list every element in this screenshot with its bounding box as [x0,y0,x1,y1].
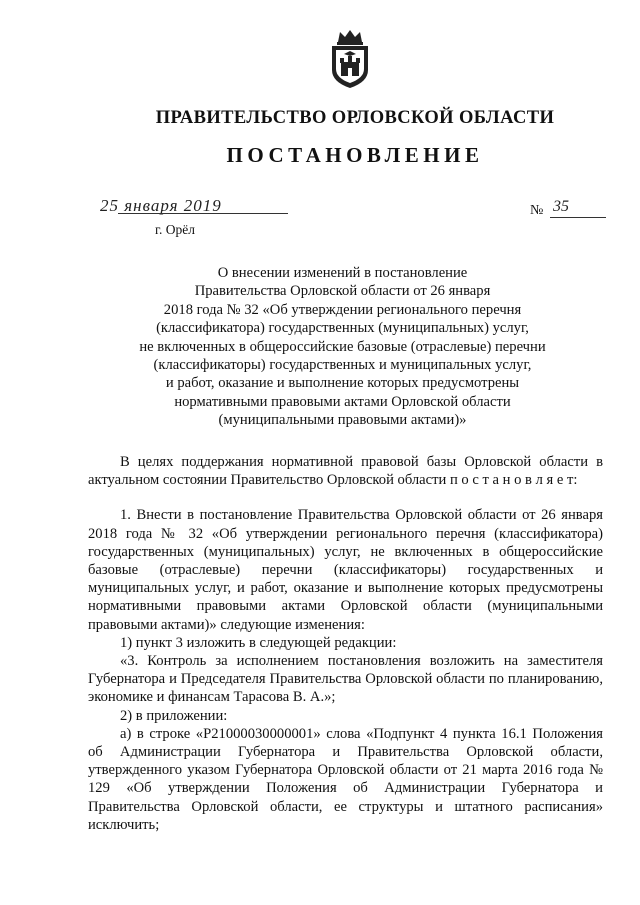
city-label: г. Орёл [155,222,195,237]
document-type: ПОСТАНОВЛЕНИЕ [226,143,484,167]
subject-line: нормативными правовыми актами Орловской области [174,393,511,410]
quote-item-3-paragraph: «3. Контроль за исполнением постановления возложить на заместителя Губернатора и Председателя Правительства Орловской области по планированию, экономике и финансам Тарасова В. А.»; [88,653,603,706]
document-body [88,453,603,834]
subitem-1-paragraph: 1) пункт 3 изложить в следующей редакции: [120,634,397,651]
subject-line: не включенных в общероссийские базовые (отраслевые) перечни [139,338,546,355]
subject-line: Правительства Орловской области от 26 января [194,283,491,300]
subject-line: (классификаторы) государственных и муниципальных услуг, [153,357,532,374]
preamble-paragraph: В целях поддержания нормативной правовой базы Орловской области в актуальном состоянии Правительство Орловской области п о с т а н о в л я е т: [88,454,603,489]
subject-line: (классификатора) государственных (муниципальных) услуг, [156,320,529,337]
subject-line: и работ, оказание и выполнение которых предусмотрены [165,375,520,392]
subitem-2a-paragraph: а) в строке «Р21000030000001» слова «Подпункт 4 пункта 16.1 Положения об Администрации Губернатора и Правительства Орловской области, утвержденного указом Губернатора Орловской области от 21 марта 2016 года № 129 «Об утверждении Положения об Администрации Губернатора и Правительства Орловской области, ее структуры и штатного расписания» исключить; [88,725,603,833]
number-underline [550,217,606,218]
subitem-2-paragraph: 2) в приложении: [120,707,228,724]
coat-of-arms-icon [326,28,374,90]
number-label: № [530,203,544,218]
subject-line: (муниципальными правовыми актами)» [218,412,467,429]
date-underline [118,213,288,214]
government-title: ПРАВИТЕЛЬСТВО ОРЛОВСКОЙ ОБЛАСТИ [155,108,555,128]
date-handwritten: 25 января 2019 [100,196,222,215]
subject-line: 2018 года № 32 «Об утверждении регионального перечня [163,301,522,318]
document-subject [110,264,575,430]
number-handwritten: 35 [553,198,569,215]
subject-line: О внесении изменений в постановление [217,265,468,281]
item-1-paragraph: 1. Внести в постановление Правительства Орловской области от 26 января 2018 года № 32 «Об утверждении регионального перечня (классификатора) государственных (муниципальных) услуг, не включенных в общероссийские базовые (отраслевые) перечни (классификаторы) государственных и муниципальных услуг, и работ, оказание и выполнение которых предусмотрены нормативными правовыми актами Орловской области (муниципальными правовыми актами)» следующие изменения: [88,507,603,633]
